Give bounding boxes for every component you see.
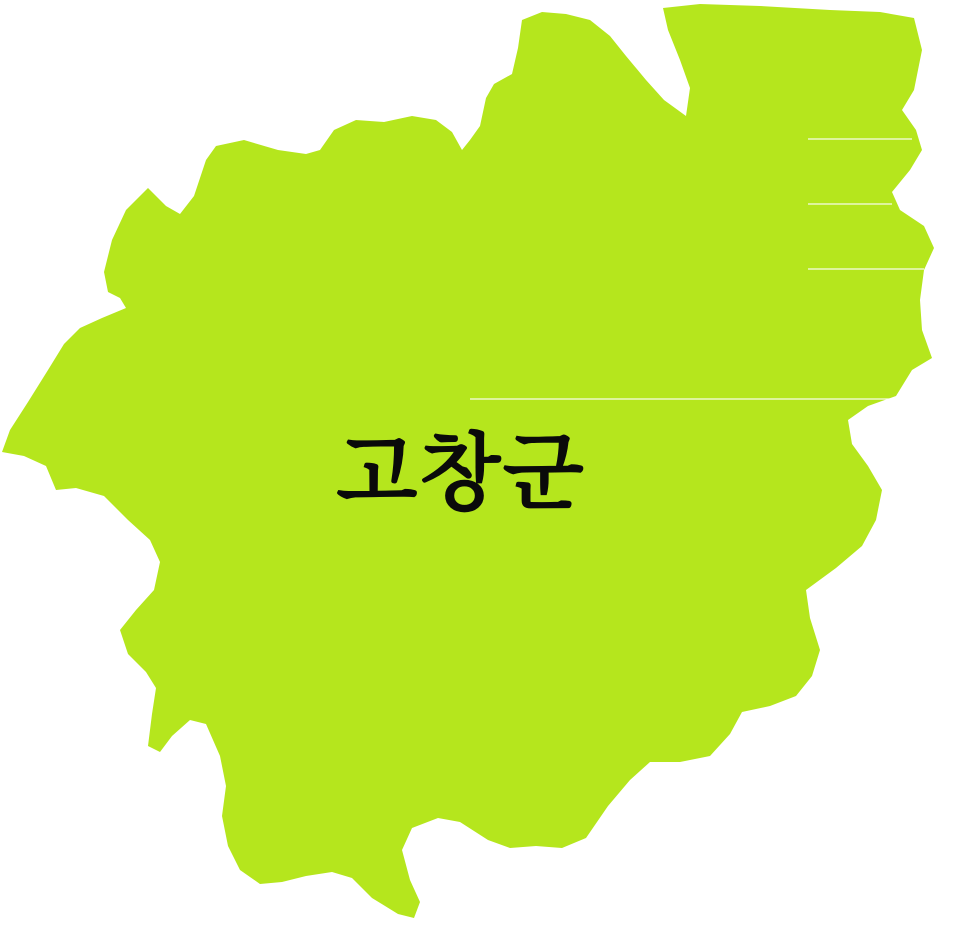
region-name-label: 고창군 <box>336 424 586 522</box>
